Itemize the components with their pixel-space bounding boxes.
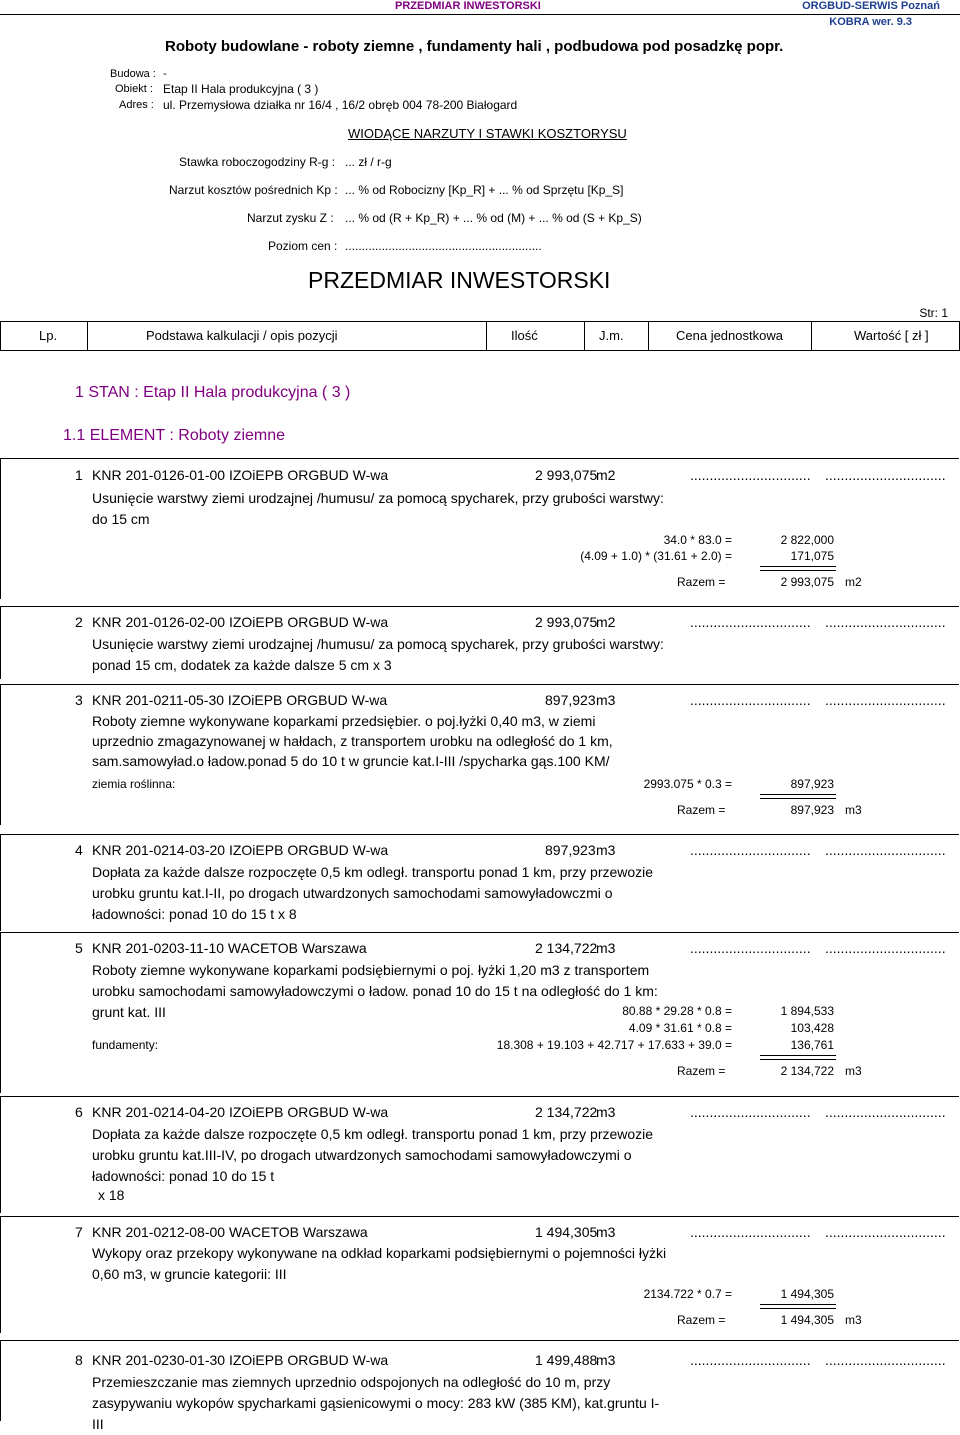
header-center-title: PRZEDMIAR INWESTORSKI — [395, 0, 541, 12]
adres-value: ul. Przemysłowa działka nr 16/4 , 16/2 obręb 004 78-200 Białogard — [163, 98, 518, 112]
item-description: Przemieszczanie mas ziemnych uprzednio odspojonych na odległość do 10 m, przy zasypywaniu wykopów spycharkami gąsienicowymi o mocy: 283 kW (385 KM), kat.gruntu I-III — [92, 1374, 660, 1432]
item-description: Roboty ziemne wykonywane koparkami przedsiębier. o poj.łyżki 0,40 m3, w ziemi uprzednio zmagazynowanej w hałdach, z transportem urobku na odległość do 1 km, sam.samowyład.o ładow.ponad 5 do 10 t w gruncie kat.I-III /spycharka gąs.100 KM/ — [92, 713, 613, 769]
z-label: Narzut zysku Z : — [247, 211, 334, 225]
poziom-value: ........................................................... — [345, 239, 542, 253]
item-code: KNR 201-0230-01-30 IZOiEPB ORGBUD W-wa — [92, 1352, 389, 1368]
item-code: KNR 201-0126-01-00 IZOiEPB ORGBUD W-wa — [92, 467, 389, 483]
r-value: ... zł / r-g — [345, 155, 392, 169]
kp-value: ... % od Robocizny [Kp_R] + ... % od Sprzętu [Kp_S] — [345, 183, 624, 197]
razem-value: 1 494,305 — [780, 1313, 834, 1327]
razem-label: Razem = — [677, 1064, 726, 1078]
item-unit: m2 — [596, 467, 616, 483]
item-description: Dopłata za każde dalsze rozpoczęte 0,5 km odległ. transportu ponad 1 km, przy przewozie urobku gruntu kat.III-IV, po drogach utwardzonych samochodami samowyładowczymi o ładowności: ponad 10 do 15 t — [92, 1126, 654, 1184]
calc-expression: 2134.722 * 0.7 = — [643, 1287, 732, 1301]
page-number: Str: 1 — [919, 306, 948, 320]
sum-rule — [760, 1304, 836, 1309]
header-rule — [0, 14, 960, 15]
calc-expression: 18.308 + 19.103 + 42.717 + 17.633 + 39.0 = — [496, 1038, 732, 1052]
calc-value: 1 894,533 — [780, 1004, 834, 1018]
item-price-dots: ............................... — [690, 842, 811, 858]
adres-label: Adres : — [119, 99, 154, 111]
header-version: KOBRA wer. 9.3 — [829, 16, 912, 28]
col-cena: Cena jednostkowa — [676, 328, 783, 343]
item-quantity: 897,923 — [545, 692, 596, 708]
item-price-dots: ............................... — [690, 467, 811, 483]
item-price-dots: ............................... — [690, 692, 811, 708]
razem-unit: m3 — [845, 803, 862, 817]
col-jm: J.m. — [599, 328, 624, 343]
sum-rule — [760, 794, 836, 799]
main-title: PRZEDMIAR INWESTORSKI — [308, 267, 611, 293]
item-unit: m3 — [596, 692, 616, 708]
item-unit: m3 — [596, 1104, 616, 1120]
calc-value: 103,428 — [790, 1021, 834, 1035]
razem-unit: m3 — [845, 1313, 862, 1327]
item-quantity: 2 993,075 — [535, 467, 598, 483]
col-lp: Lp. — [39, 328, 58, 343]
calc-expression: 2993.075 * 0.3 = — [643, 777, 732, 791]
item-description: Wykopy oraz przekopy wykonywane na odkład koparkami podsiębiernymi o pojemności łyżki 0,60 m3, w gruncie kategorii: III — [92, 1245, 667, 1282]
calc-expression: 80.88 * 29.28 * 0.8 = — [622, 1004, 732, 1018]
item-unit: m3 — [596, 1352, 616, 1368]
item-number: 5 — [75, 940, 83, 956]
document-title: Roboty budowlane - roboty ziemne , fundamenty hali , podbudowa pod posadzkę popr. — [165, 38, 784, 55]
item-number: 1 — [75, 467, 83, 483]
stan-heading: 1 STAN : Etap II Hala produkcyjna ( 3 ) — [75, 384, 351, 401]
razem-label: Razem = — [677, 575, 726, 589]
razem-unit: m3 — [845, 1064, 862, 1078]
item-unit: m3 — [596, 842, 616, 858]
razem-label: Razem = — [677, 1313, 726, 1327]
item-code: KNR 201-0203-11-10 WACETOB Warszawa — [92, 940, 367, 956]
item-quantity: 2 134,722 — [535, 1104, 598, 1120]
poziom-label: Poziom cen : — [268, 239, 338, 253]
col-opis: Podstawa kalkulacji / opis pozycji — [146, 328, 338, 343]
calc-expression: 34.0 * 83.0 = — [663, 533, 732, 547]
sum-rule — [760, 1055, 836, 1060]
item-price-dots: ............................... — [690, 1224, 811, 1240]
calc-value: 2 822,000 — [780, 533, 834, 547]
razem-unit: m2 — [845, 575, 862, 589]
item-number: 7 — [75, 1224, 83, 1240]
item-description: Dopłata za każde dalsze rozpoczęte 0,5 km odległ. transportu ponad 1 km, przy przewozie urobku gruntu kat.I-II, po drogach utwardzonych samochodami samowyładowczmi o ładowności: ponad 10 do 15 t x 8 — [92, 864, 654, 922]
calc-value: 171,075 — [790, 549, 834, 563]
razem-value: 2 134,722 — [780, 1064, 834, 1078]
kp-label: Narzut kosztów pośrednich Kp : — [169, 183, 338, 197]
item-number: 8 — [75, 1352, 83, 1368]
item-value-dots: ............................... — [825, 467, 946, 483]
item-code: KNR 201-0212-08-00 WACETOB Warszawa — [92, 1224, 368, 1240]
sum-rule — [760, 566, 836, 571]
item-code: KNR 201-0214-03-20 IZOiEPB ORGBUD W-wa — [92, 842, 389, 858]
item-code: KNR 201-0214-04-20 IZOiEPB ORGBUD W-wa — [92, 1104, 389, 1120]
item-value-dots: ............................... — [825, 940, 946, 956]
obiekt-value: Etap II Hala produkcyjna ( 3 ) — [163, 82, 319, 96]
razem-value: 2 993,075 — [780, 575, 834, 589]
calc-value: 1 494,305 — [780, 1287, 834, 1301]
item-description: Roboty ziemne wykonywane koparkami podsiębiernymi o poj. łyżki 1,20 m3 z transportem urobku samochodami samowyładowczymi o ładow. ponad 10 do 15 t na odległość do 1 km: grunt kat. III — [92, 962, 658, 1020]
item-value-dots: ............................... — [825, 1352, 946, 1368]
item-number: 2 — [75, 614, 83, 630]
item-quantity: 2 993,075 — [535, 614, 598, 630]
calc-expression: 4.09 * 31.61 * 0.8 = — [628, 1021, 732, 1035]
item-unit: m3 — [596, 940, 616, 956]
item-description: Usunięcie warstwy ziemi urodzajnej /humusu/ za pomocą spycharek, przy grubości warstwy: ponad 15 cm, dodatek za każde dalsze 5 cm x 3 — [92, 636, 664, 673]
item-quantity: 2 134,722 — [535, 940, 598, 956]
calc-label: ziemia roślinna: — [92, 777, 176, 791]
budowa-value: - — [163, 68, 167, 80]
item-multiplier: x 18 — [98, 1187, 125, 1203]
calc-label: fundamenty: — [92, 1038, 159, 1052]
item-value-dots: ............................... — [825, 1104, 946, 1120]
col-ilosc: Ilość — [511, 328, 538, 343]
item-price-dots: ............................... — [690, 614, 811, 630]
razem-label: Razem = — [677, 803, 726, 817]
item-unit: m3 — [596, 1224, 616, 1240]
item-description: Usunięcie warstwy ziemi urodzajnej /humusu/ za pomocą spycharek, przy grubości warstwy: do 15 cm — [92, 490, 664, 527]
item-value-dots: ............................... — [825, 1224, 946, 1240]
col-wartosc: Wartość [ zł ] — [854, 328, 929, 343]
rates-heading: WIODĄCE NARZUTY I STAWKI KOSZTORYSU — [348, 126, 627, 141]
z-value: ... % od (R + Kp_R) + ... % od (M) + ... % od (S + Kp_S) — [345, 211, 642, 225]
calc-expression: (4.09 + 1.0) * (31.61 + 2.0) = — [580, 549, 732, 563]
calc-value: 897,923 — [790, 777, 834, 791]
item-number: 3 — [75, 692, 83, 708]
budowa-label: Budowa : — [110, 68, 156, 80]
item-number: 6 — [75, 1104, 83, 1120]
r-label: Stawka roboczogodziny R-g : — [179, 155, 336, 169]
item-price-dots: ............................... — [690, 1352, 811, 1368]
item-code: KNR 201-0126-02-00 IZOiEPB ORGBUD W-wa — [92, 614, 389, 630]
column-header — [0, 321, 960, 351]
element-heading: 1.1 ELEMENT : Roboty ziemne — [63, 427, 286, 444]
item-quantity: 1 494,305 — [535, 1224, 598, 1240]
item-value-dots: ............................... — [825, 692, 946, 708]
item-quantity: 897,923 — [545, 842, 596, 858]
item-value-dots: ............................... — [825, 614, 946, 630]
item-unit: m2 — [596, 614, 616, 630]
header-company: ORGBUD-SERWIS Poznań — [802, 0, 940, 12]
calc-value: 136,761 — [790, 1038, 834, 1052]
item-price-dots: ............................... — [690, 940, 811, 956]
item-quantity: 1 499,488 — [535, 1352, 598, 1368]
item-value-dots: ............................... — [825, 842, 946, 858]
razem-value: 897,923 — [790, 803, 834, 817]
obiekt-label: Obiekt : — [115, 83, 153, 95]
item-code: KNR 201-0211-05-30 IZOiEPB ORGBUD W-wa — [92, 692, 388, 708]
item-price-dots: ............................... — [690, 1104, 811, 1120]
item-number: 4 — [75, 842, 83, 858]
